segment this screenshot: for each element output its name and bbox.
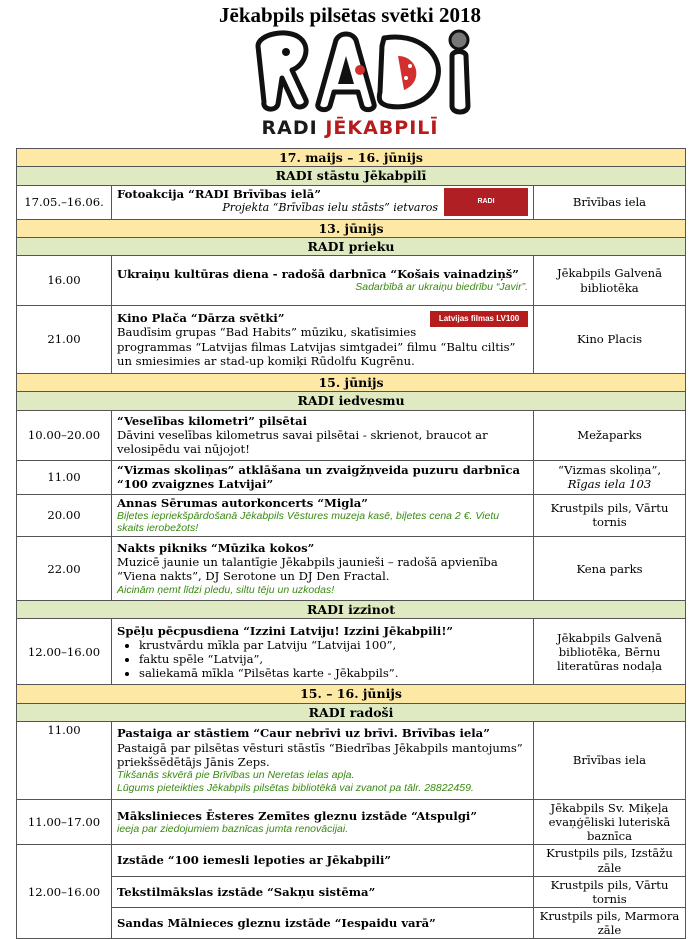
event-place: Krustpils pils, Marmora zāle xyxy=(534,907,686,938)
schedule-table xyxy=(16,148,686,939)
section-row: RADI prieku xyxy=(17,237,686,255)
event-time: 10.00–20.00 xyxy=(17,410,112,460)
event-place: Krustpils pils, Vārtu tornis xyxy=(534,494,686,537)
event-details xyxy=(112,256,534,306)
logo-tagline: RADI JĒKABPILĪ xyxy=(261,117,439,139)
event-title: Mākslinieces Ēsteres Zemītes gleznu izstāde “Atspulgi” xyxy=(117,808,478,823)
event-time: 22.00 xyxy=(17,537,112,601)
event-description: Muzicē jaunie un talantīgie Jēkabpils jaunieši – radošā apvienība “Viena nakts”, DJ Serotone un DJ Den Fractal. xyxy=(117,555,498,584)
event-row xyxy=(17,185,686,219)
event-row xyxy=(17,494,686,537)
list-item: • krustvārdu mīkla par Latviju “Latvijai 100”, xyxy=(139,638,528,652)
event-time: 20.00 xyxy=(17,494,112,537)
event-place: Kena parks xyxy=(534,537,686,601)
event-row xyxy=(17,306,686,374)
event-place: Krustpils pils, Izstāžu zāle xyxy=(534,845,686,876)
event-details xyxy=(112,799,534,844)
event-details xyxy=(112,845,534,876)
event-details xyxy=(112,537,534,601)
event-row xyxy=(17,799,686,844)
event-time: 12.00–16.00 xyxy=(17,845,112,939)
event-bullet-list xyxy=(117,638,528,680)
event-row xyxy=(17,619,686,685)
date-row: 13. jūnijs xyxy=(17,219,686,237)
event-place: Mežaparks xyxy=(534,410,686,460)
event-title: Fotoakcija “RADI Brīvības ielā” xyxy=(117,187,321,201)
event-place: Jēkabpils Sv. Miķeļa evaņģēliski luteriskā baznīca xyxy=(534,799,686,844)
event-details xyxy=(112,494,534,537)
event-note: Aicinām ņemt līdzi pledu, siltu tēju un uzkodas! xyxy=(117,583,335,596)
event-note: Sadarbībā ar ukraiņu biedrību “Javir”. xyxy=(355,281,528,294)
date-row: 15. jūnijs xyxy=(17,374,686,392)
event-row xyxy=(17,410,686,460)
event-title: Annas Sērumas autorkoncerts “Migla” xyxy=(117,495,368,510)
event-details xyxy=(112,306,534,374)
event-place: Krustpils pils, Vārtu tornis xyxy=(534,876,686,907)
event-title: “Veselības kilometri” pilsētai xyxy=(117,413,308,428)
date-row: 15. – 16. jūnijs xyxy=(17,685,686,703)
event-details xyxy=(112,410,534,460)
event-details xyxy=(112,907,534,938)
event-place: Jēkabpils Galvenā bibliotēka, Bērnu literatūras nodaļa xyxy=(534,619,686,685)
event-place: “Vizmas skoliņa”, Rīgas iela 103 xyxy=(534,460,686,494)
event-note: Biļetes iepriekšpārdošanā Jēkabpils Vēstures muzeja kasē, biļetes cena 2 €. Vietu skaits ierobežots! xyxy=(117,509,500,535)
section-row: RADI stāstu Jēkabpilī xyxy=(17,167,686,185)
event-title: Ukraiņu kultūras diena - radošā darbnīca “Košais vainadziņš” xyxy=(117,267,519,282)
event-time: 17.05.–16.06. xyxy=(17,185,112,219)
event-title: Nakts pikniks “Mūzika kokos” xyxy=(117,541,315,556)
event-row xyxy=(17,460,686,494)
date-row: 17. maijs – 16. jūnijs xyxy=(17,149,686,167)
event-description: Pastaigā par pilsētas vēsturi stāstīs “Biedrības Jēkabpils mantojums” priekšsēdētājs Jānis Zeps. xyxy=(117,740,523,769)
section-row: RADI izzinot xyxy=(17,601,686,619)
event-title: Pastaiga ar stāstiem “Caur nebrīvi uz brīvi. Brīvības iela” xyxy=(117,726,490,741)
lv100-badge: Latvijas filmas LV100 Latvijas simtgadei xyxy=(430,311,528,327)
event-row xyxy=(17,907,686,938)
event-description: Dāvini veselības kilometrus savai pilsētai - skrienot, braucot ar velosipēdu vai nūjojot! xyxy=(117,427,488,457)
event-place: Brīvības iela xyxy=(534,185,686,219)
event-time: 21.00 xyxy=(17,306,112,374)
event-details xyxy=(112,185,534,219)
event-note: Lūgums pieteikties Jēkabpils pilsētas bibliotēkā vai zvanot pa tālr. 28822459. xyxy=(117,781,474,794)
event-place: Brīvības iela xyxy=(534,721,686,799)
event-title: Sandas Mālnieces gleznu izstāde “Iespaidu varā” xyxy=(117,916,436,931)
section-row: RADI radoši xyxy=(17,703,686,721)
event-title: “Vizmas skoliņas” atklāšana un zvaigžņveida puzuru darbnīca “100 zvaigznes Latvijai” xyxy=(117,462,521,491)
event-title: Tekstilmākslas izstāde “Sakņu sistēma” xyxy=(117,884,376,899)
event-note: ieeja par ziedojumiem baznīcas jumta renovācijai. xyxy=(117,822,349,835)
event-time: 12.00–16.00 xyxy=(17,619,112,685)
event-details xyxy=(112,619,534,685)
event-description: Baudīsim grupas “Bad Habits” mūziku, skatīsimies programmas “Latvijas filmas Latvijas simtgadei” filmu “Baltu ciltis” un smiesimies ar stad-up komiķi Rūdolfu Kugrēnu. xyxy=(117,325,516,368)
event-row xyxy=(17,721,686,799)
list-item: • faktu spēle “Latvija”, xyxy=(139,652,528,666)
event-time: 11.00 xyxy=(17,721,112,799)
event-title: Kino Plača “Dārza svētki” xyxy=(117,311,285,326)
event-row xyxy=(17,845,686,876)
list-item: • saliekamā mīkla “Pilsētas karte - Jēkabpils”. xyxy=(139,666,528,680)
event-details xyxy=(112,460,534,494)
event-note: Tikšanās skvērā pie Brīvības un Neretas ielas apļa. xyxy=(117,768,355,781)
event-row xyxy=(17,537,686,601)
event-note: Projekta “Brīvības ielu stāsts” ietvaros xyxy=(222,201,438,215)
event-place: Jēkabpils Galvenā bibliotēka xyxy=(534,256,686,306)
event-time: 11.00 xyxy=(17,460,112,494)
event-place: Kino Placis xyxy=(534,306,686,374)
event-title: Izstāde “100 iemesli lepoties ar Jēkabpili” xyxy=(117,853,392,868)
event-title: Spēļu pēcpusdiena “Izzini Latviju! Izzini Jēkabpili!” xyxy=(117,623,454,638)
page-title: Jēkabpils pilsētas svētki 2018 xyxy=(219,3,481,27)
section-row: RADI iedvesmu xyxy=(17,392,686,410)
event-time: 16.00 xyxy=(17,256,112,306)
event-details xyxy=(112,721,534,799)
event-time: 11.00–17.00 xyxy=(17,799,112,844)
event-row xyxy=(17,256,686,306)
campaign-image: RADI xyxy=(444,188,528,216)
